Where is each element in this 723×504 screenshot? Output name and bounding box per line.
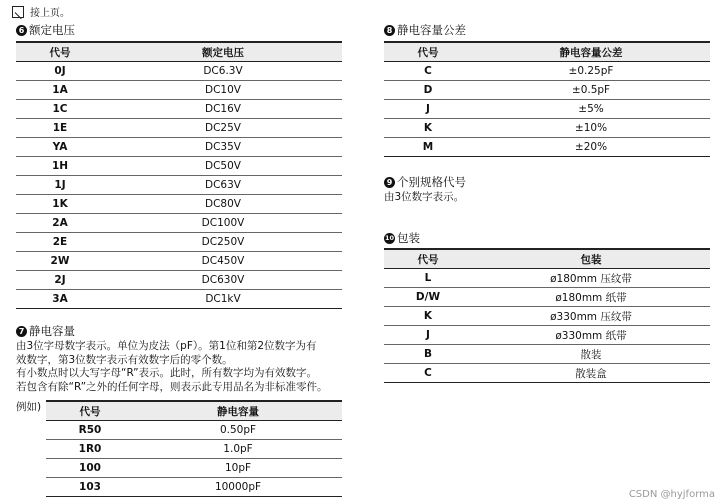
code-cell: 2A (16, 214, 104, 233)
table-row (16, 119, 342, 138)
value-cell: DC35V (104, 138, 342, 157)
code-cell: 2E (16, 233, 104, 252)
table-row (16, 271, 342, 290)
value-cell: DC50V (104, 157, 342, 176)
packaging-title-text: 包装 (397, 231, 420, 245)
value-cell: 10000pF (134, 478, 342, 497)
description-line: 效数字，第3位数字表示有效数字后的零个数。 (16, 353, 233, 366)
table-row (384, 326, 710, 345)
table-header-row (384, 249, 710, 269)
column-header: 额定电压 (104, 42, 342, 62)
table-row (16, 233, 342, 252)
table-header-row (46, 401, 342, 421)
code-cell: 1R0 (46, 440, 134, 459)
value-cell: 10pF (134, 459, 342, 478)
table-row (384, 100, 710, 119)
table-row (16, 138, 342, 157)
code-cell: C (384, 364, 472, 383)
table-row (384, 138, 710, 157)
table-header-row (384, 42, 710, 62)
table-row (16, 100, 342, 119)
table-row (16, 195, 342, 214)
table-row (384, 307, 710, 326)
tolerance-section-title (384, 22, 466, 38)
value-cell: ±20% (472, 138, 710, 157)
table-row (16, 252, 342, 271)
code-cell: K (384, 307, 472, 326)
code-cell: L (384, 269, 472, 288)
packaging-table-body (384, 269, 710, 383)
capacitance-title-text: 静电容量 (29, 324, 75, 338)
value-cell: ø330mm 压纹带 (472, 307, 710, 326)
voltage-table-body (16, 62, 342, 309)
code-cell: K (384, 119, 472, 138)
value-cell: ±0.25pF (472, 62, 710, 81)
tolerance-table (384, 41, 710, 157)
code-cell: 2J (16, 271, 104, 290)
code-cell: B (384, 345, 472, 364)
code-cell: 1H (16, 157, 104, 176)
table-row (46, 478, 342, 497)
table-row (384, 288, 710, 307)
table-row (46, 440, 342, 459)
voltage-table (16, 41, 342, 309)
voltage-section-title (16, 22, 75, 38)
code-cell: 100 (46, 459, 134, 478)
tolerance-title-text: 静电容量公差 (397, 23, 466, 37)
value-cell: ±10% (472, 119, 710, 138)
packaging-table (384, 248, 710, 383)
spec-title-text: 个别规格代号 (397, 175, 466, 189)
value-cell: 散装盒 (472, 364, 710, 383)
value-cell: 1.0pF (134, 440, 342, 459)
code-cell: 103 (46, 478, 134, 497)
code-cell: R50 (46, 421, 134, 440)
column-header: 代号 (384, 42, 472, 62)
code-cell: 0J (16, 62, 104, 81)
code-cell: J (384, 326, 472, 345)
capacitance-section-title (16, 323, 75, 339)
column-header: 静电容量 (134, 401, 342, 421)
code-cell: 1C (16, 100, 104, 119)
table-row (46, 459, 342, 478)
value-cell: DC450V (104, 252, 342, 271)
table-row (384, 345, 710, 364)
code-cell: M (384, 138, 472, 157)
value-cell: DC630V (104, 271, 342, 290)
table-row (384, 62, 710, 81)
description-line: 若包含有除“R”之外的任何字母，则表示此专用品名为非标准零件。 (16, 380, 328, 393)
value-cell: DC6.3V (104, 62, 342, 81)
table-header-row (16, 42, 342, 62)
code-cell: 2W (16, 252, 104, 271)
capacitance-table-body (46, 421, 342, 497)
code-cell: D (384, 81, 472, 100)
capacitance-table (46, 400, 342, 497)
spec-section-title (384, 174, 466, 190)
continued-arrow-icon (12, 6, 24, 18)
section-number-icon: 6 (16, 25, 27, 36)
table-row (384, 119, 710, 138)
column-header: 代号 (384, 249, 472, 269)
column-header: 包装 (472, 249, 710, 269)
column-header: 代号 (16, 42, 104, 62)
section-number-icon: 8 (384, 25, 395, 36)
code-cell: 1E (16, 119, 104, 138)
table-row (16, 157, 342, 176)
table-row (46, 421, 342, 440)
value-cell: ø180mm 纸带 (472, 288, 710, 307)
table-row (384, 364, 710, 383)
value-cell: ±5% (472, 100, 710, 119)
value-cell: ø330mm 纸带 (472, 326, 710, 345)
section-number-icon: 7 (16, 326, 27, 337)
spec-description: 由3位数字表示。 (384, 191, 465, 203)
value-cell: ø180mm 压纹带 (472, 269, 710, 288)
code-cell: D/W (384, 288, 472, 307)
table-row (384, 81, 710, 100)
code-cell: C (384, 62, 472, 81)
watermark: CSDN @hyjforma (628, 489, 715, 500)
value-cell: 0.50pF (134, 421, 342, 440)
voltage-title-text: 额定电压 (29, 23, 75, 37)
code-cell: 3A (16, 290, 104, 309)
value-cell: DC63V (104, 176, 342, 195)
value-cell: ±0.5pF (472, 81, 710, 100)
value-cell: DC16V (104, 100, 342, 119)
packaging-section-title (384, 230, 420, 246)
example-label: 例如) (16, 401, 42, 413)
tolerance-table-body (384, 62, 710, 157)
column-header: 代号 (46, 401, 134, 421)
table-row (384, 269, 710, 288)
value-cell: 散装 (472, 345, 710, 364)
value-cell: DC25V (104, 119, 342, 138)
continued-note-text: 接上页。 (30, 8, 70, 19)
value-cell: DC80V (104, 195, 342, 214)
column-header: 静电容量公差 (472, 42, 710, 62)
value-cell: DC250V (104, 233, 342, 252)
value-cell: DC10V (104, 81, 342, 100)
code-cell: 1A (16, 81, 104, 100)
code-cell: J (384, 100, 472, 119)
value-cell: DC100V (104, 214, 342, 233)
description-line: 有小数点时以大写字母“R”表示。此时，所有数字均为有效数字。 (16, 367, 318, 380)
continued-note (12, 4, 70, 19)
table-row (16, 81, 342, 100)
table-row (16, 62, 342, 81)
capacitance-description (16, 340, 328, 394)
code-cell: 1J (16, 176, 104, 195)
code-cell: 1K (16, 195, 104, 214)
table-row (16, 214, 342, 233)
section-number-icon: 10 (384, 233, 395, 242)
description-line: 由3位字母数字表示。单位为皮法（pF）。第1位和第2位数字为有 (16, 340, 317, 352)
table-row (16, 176, 342, 195)
section-number-icon: 9 (384, 177, 395, 188)
code-cell: YA (16, 138, 104, 157)
table-row (16, 290, 342, 309)
value-cell: DC1kV (104, 290, 342, 309)
